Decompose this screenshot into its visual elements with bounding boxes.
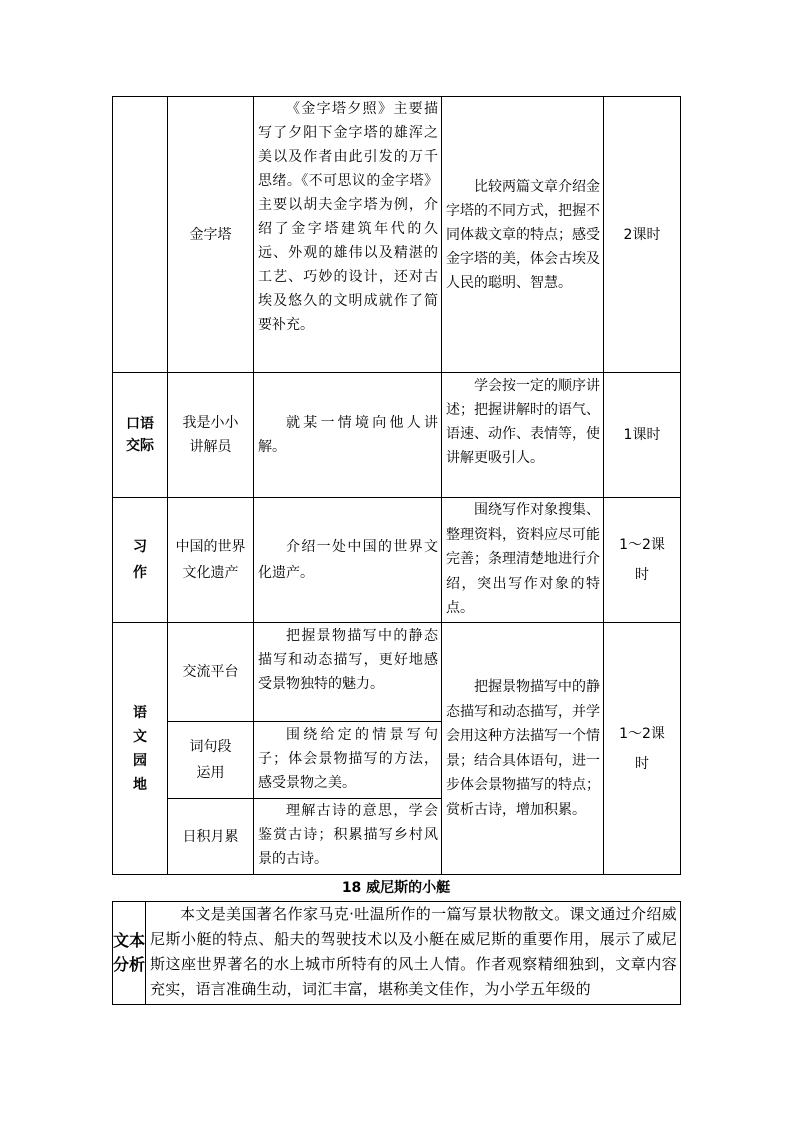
- row-hours-text: 1～2课时: [619, 537, 665, 583]
- table-border-bottom: [112, 874, 681, 875]
- table-border-right: [680, 96, 681, 875]
- lesson-title: 18 威尼斯的小艇: [341, 880, 451, 896]
- sub-content: 围绕给定的情景写句子；体会景物描写的方法，感受景物之美。: [258, 727, 438, 791]
- sub-item: 交流平台: [182, 664, 239, 680]
- row-item: 金字塔: [189, 226, 232, 243]
- sub-item: [168, 722, 253, 798]
- row-hours: 1课时: [623, 427, 661, 443]
- row-goal: 学会按一定的顺序讲述；把握讲解时的语气、语速、动作、表情等，使讲解更吸引人。: [446, 378, 600, 466]
- row-category: [118, 373, 162, 497]
- row-content: [258, 373, 438, 497]
- row-category-text: 口语交际: [126, 416, 154, 454]
- analysis-text: 本文是美国著名作家马克·吐温所作的一篇写景状物散文。课文通过介绍威尼斯小艇的特点、船夫的驾驶技术以及小艇在威尼斯的重要作用，展示了威尼斯这座世界著名的水上城市所特有的风土人情。作者观察精细独到，文章内容充实，语言准确生动，词汇丰富，堪称美文佳作，为小学五年级的: [150, 905, 677, 998]
- row-content: [258, 498, 438, 622]
- row-item: [168, 373, 253, 497]
- row-goal: [446, 97, 600, 372]
- row-category: [118, 623, 162, 874]
- row-goal-text: 比较两篇文章介绍金字塔的不同方式，把握不同体裁文章的特点；感受金字塔的美，体会古埃及人民的聪明、智慧。: [446, 178, 600, 291]
- row-category: [113, 97, 167, 372]
- analysis-label-text: 文本分析: [113, 931, 146, 974]
- garden-hours-text: 1～2课时: [619, 725, 665, 772]
- sub-content: 理解古诗的意思，学会鉴赏古诗；积累描写乡村风景的古诗。: [258, 803, 438, 867]
- row-hours: 2课时: [623, 226, 661, 243]
- analysis-border-right: [680, 901, 681, 1005]
- row-category-text: 习作: [133, 539, 147, 581]
- analysis-border-bottom: [112, 1004, 681, 1005]
- col-divider: [441, 96, 442, 875]
- row-hours: [604, 498, 680, 622]
- analysis-col-divider: [145, 901, 146, 1005]
- row-item-text: 我是小小讲解员: [182, 415, 239, 455]
- row-content-text: 就某一情境向他人讲解。: [258, 415, 438, 455]
- analysis-label: [113, 902, 145, 1004]
- sub-item: 日积月累: [182, 828, 239, 845]
- sub-item-text: 词句段运用: [189, 739, 232, 781]
- col-divider: [253, 96, 254, 875]
- row-category-text: 语文园地: [133, 704, 147, 793]
- garden-goal: [446, 623, 600, 874]
- row-content: 《金字塔夕照》主要描写了夕阳下金字塔的雄浑之美以及作者由此引发的万千思绪。《不可思议的金字塔》主要以胡夫金字塔为例，介绍了金字塔建筑年代的久远、外观的雄伟以及精湛的工艺、巧妙的设计，还对古埃及悠久的文明成就作了简要补充。: [258, 101, 438, 333]
- row-item-text: 中国的世界文化遗产: [175, 539, 246, 581]
- row-content-text: 介绍一处中国的世界文化遗产。: [258, 539, 438, 581]
- row-category: [118, 498, 162, 622]
- sub-content: 把握景物描写中的静态描写和动态描写，更好地感受景物独特的魅力。: [258, 628, 438, 692]
- garden-goal-text: 把握景物描写中的静态描写和动态描写，并学会用这种方法描写一个情景；结合具体语句，进一步体会景物描写的特点；赏析古诗，增加积累。: [446, 679, 600, 818]
- garden-hours: [604, 623, 680, 874]
- row-goal: 围绕写作对象搜集、整理资料，资料应尽可能完善；条理清楚地进行介绍，突出写作对象的特点。: [446, 502, 600, 616]
- row-item: [168, 498, 253, 622]
